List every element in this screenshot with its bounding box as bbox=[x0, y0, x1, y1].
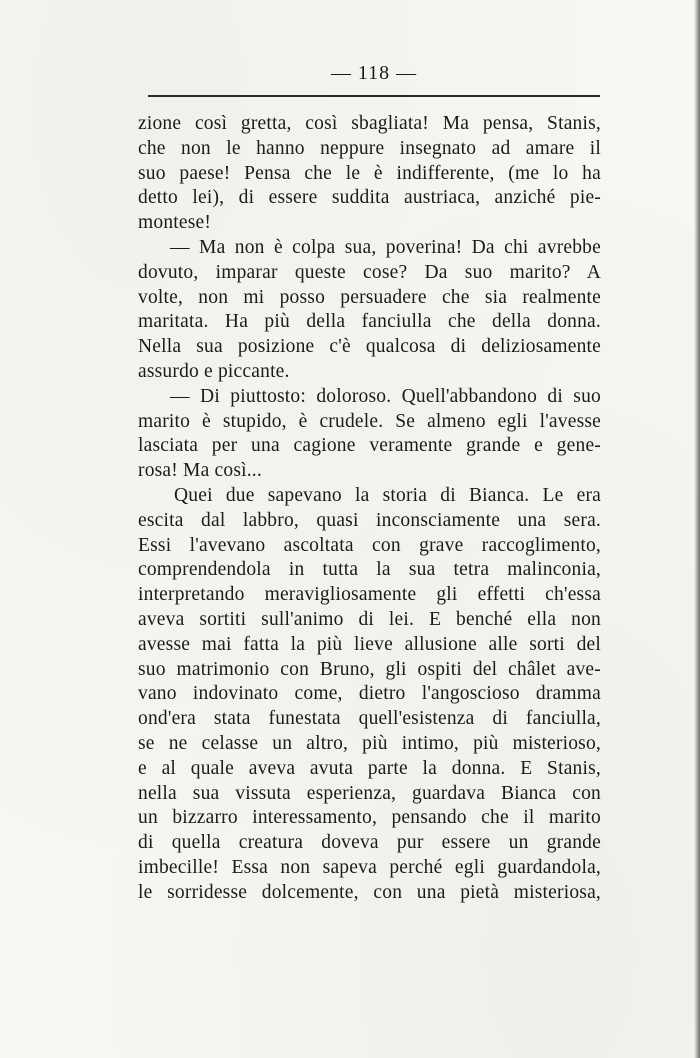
text-line: zione così gretta, così sbagliata! Ma pensa, Stanis, bbox=[138, 113, 601, 134]
text-line: Nella sua posizione c'è qualcosa di deliziosamente bbox=[138, 336, 601, 358]
text-line: rosa! Ma così... bbox=[138, 460, 262, 482]
text-line: Essi l'avevano ascoltata con grave raccoglimento, bbox=[138, 534, 601, 556]
text-line: comprendendola in tutta la sua tetra malinconia, bbox=[138, 559, 601, 581]
text-line: escita dal labbro, quasi inconsciamente una sera. bbox=[138, 509, 601, 531]
text-line: se ne celasse un altro, più intimo, più misterioso, bbox=[138, 732, 601, 754]
text-line: suo matrimonio con Bruno, gli ospiti del châlet ave- bbox=[138, 658, 601, 680]
text-line: Quei due sapevano la storia di Bianca. Le era bbox=[174, 484, 601, 506]
text-line: interpretando meravigliosamente gli effetti ch'essa bbox=[138, 584, 601, 606]
body-text bbox=[138, 112, 601, 906]
header-rule bbox=[148, 95, 600, 97]
text-line: imbecille! Essa non sapeva perché egli guardandola, bbox=[138, 856, 601, 878]
text-line: ond'era stata funestata quell'esistenza di fanciulla, bbox=[138, 708, 601, 730]
text-line: aveva sortiti sull'animo di lei. E benché ella non bbox=[138, 608, 601, 630]
text-line: — Ma non è colpa sua, poverina! Da chi avrebbe bbox=[170, 236, 601, 258]
text-line: assurdo e piccante. bbox=[138, 360, 290, 382]
text-line: vano indovinato come, dietro l'angoscioso dramma bbox=[138, 683, 601, 705]
text-line: e al quale aveva avuta parte la donna. E Stanis, bbox=[138, 757, 601, 779]
text-line: che non le hanno neppure insegnato ad amare il bbox=[138, 137, 601, 159]
text-line: di quella creatura doveva pur essere un grande bbox=[138, 832, 601, 854]
text-line: un bizzarro interessamento, pensando che il marito bbox=[138, 807, 601, 829]
text-line: montese! bbox=[138, 212, 212, 234]
text-line: marito è stupido, è crudele. Se almeno egli l'avesse bbox=[138, 410, 601, 432]
text-line: dovuto, imparar queste cose? Da suo marito? A bbox=[138, 261, 601, 283]
page-number-header: — 118 — bbox=[330, 62, 418, 84]
text-line: detto lei), di essere suddita austriaca, anziché pie- bbox=[138, 187, 601, 209]
text-line: suo paese! Pensa che le è indifferente, (me lo ha bbox=[138, 162, 601, 184]
text-line: — Di piuttosto: doloroso. Quell'abbandono di suo bbox=[170, 385, 601, 407]
text-line: avesse mai fatta la più lieve allusione alle sorti del bbox=[138, 633, 601, 655]
text-line: le sorridesse dolcemente, con una pietà misteriosa, bbox=[138, 881, 601, 903]
text-line: lasciata per una cagione veramente grande e gene- bbox=[138, 435, 601, 457]
text-line: nella sua vissuta esperienza, guardava Bianca con bbox=[138, 782, 601, 804]
text-line: volte, non mi posso persuadere che sia realmente bbox=[138, 286, 601, 308]
text-line: maritata. Ha più della fanciulla che della donna. bbox=[138, 311, 601, 333]
page-edge-shadow bbox=[694, 0, 700, 1058]
